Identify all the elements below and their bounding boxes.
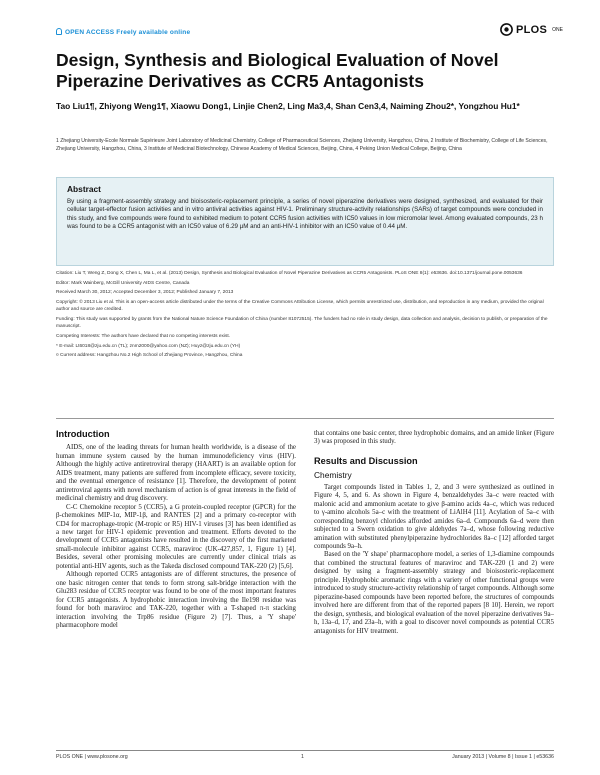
intro-paragraph: C-C Chemokine receptor 5 (CCR5), a G protein-coupled receptor (GPCR) for the β-chemokines MIP-1α, MIP-1β, and RANTES [2] and a primary co-receptor with CD4 for macrophage-tropic (M-tropic or R5) HIV-1 viruses [3] has been identified as a new target for HIV-1 epidemic prevention and treatment. Efforts devoted to the development of CCR5 antagonists have resulted in the discovery of the first marketed small-molecule inhibitor against CCR5, maraviroc (UK-427,857, 1, Figure 1) [4]. Besides, several other promising molecules are currently under clinical trials as potential anti-HIV agents, such as the Takeda disclosed compound TAK-220 (2) [5,6]. [56,503,296,570]
left-column [56,430,296,630]
page-number: 1 [301,754,304,760]
open-lock-icon [56,28,62,35]
footer-divider [56,750,554,751]
plos-logo-icon [500,23,513,36]
abstract-text: By using a fragment-assembly strategy and bioisosteric-replacement principle, a series of novel piperazine derivatives were designed, synthesized, and evaluated for their cellular target-effector fusion activities and in vitro antiviral activities against HIV-1. Preliminary structure-activity relationships (SARs) of target compounds were concluded in this study, and five compounds were found to exhibited medium to potent CCR5 fusion activities with IC50 values in low micromolar level. Among evaluated compounds, 23 h was found to be a CCR5 antagonist with an IC50 value of 6.29 µM and an anti-HIV-1 inhibitor with an IC50 value of 0.44 µM. [67,198,543,231]
body-paragraph: Based on the 'Y shape' pharmacophore model, a series of 1,3-diamine compounds that combined the structural features of maraviroc and TAK-220 (1 and 2) were designed by using a fragment-assembly strategy and bioisosteric-replacement principle. Hydrophobic aromatic rings with a variety of other functional groups were introduced to study structure-activity relationship of target compounds. Although some piperazine-based compounds have been reported before, the structures of compounds involved here are different from that of the reported papers [8 10]. Herein, we report the design, synthesis, and biological evaluation of the novel piperazine derivatives 9a–h, 13a–d, 17, and 23a–h, with a goal to discover novel compounds as potential CCR5 antagonists for HIV treatment. [314,551,554,635]
body-paragraph: that contains one basic center, three hydrophobic domains, and an amide linker (Figure 3) was proposed in this study. [314,430,554,446]
logo-text: PLOS [516,23,548,36]
current-address: ¤ Current address: Hangzhou No.2 High School of Zhejiang Province, Hangzhou, China [56,353,243,359]
citation: Citation: Liu T, Weng Z, Dong X, Chen L, Ma L, et al. (2013) Design, Synthesis and Biological Evaluation of Novel Piperazine Derivatives as CCR5 Antagonists. PLoS ONE 8(1): e53636. doi:10.1371/journal.pone.0053636 [56,271,523,276]
article-metadata [56,270,554,362]
abstract-box [56,177,554,266]
open-access-label: OPEN ACCESS Freely available online [65,29,191,36]
introduction-heading: Introduction [56,429,110,439]
intro-paragraph: Although reported CCR5 antagonists are of different structures, the presence of one basic nitrogen center that tends to form strong salt-bridge interaction with the Glu283 residue of CCR5 receptor was found to be one of the most important features for CCR5 antagonists. A hydrophobic interaction involving the Ile198 residue was found for both maraviroc and TAK-220, together with a T-shaped π-π stacking interaction involving the Trp86 residue (Figure 2) [7]. Thus, a 'Y shape' pharmacophore model [56,571,296,629]
divider [56,418,554,419]
chemistry-heading: Chemistry [314,470,352,481]
affiliations: 1 Zhejiang University-Ecole Normale Supérieure Joint Laboratory of Medicinal Chemistry, College of Pharmaceutical Sciences, Zhejiang University, Hangzhou, China, 2 Institute of Biochemistry, College of Life Sciences, Zhejiang University, Hangzhou, China, 3 Institute of Medicinal Biotechnology, Chinese Academy of Medical Sciences, Beijing, China, 4 Peking Union Medical College, Beijing, China [56,138,548,153]
dates: Received March 30, 2012; Accepted December 3, 2012; Published January 7, 2013 [56,290,234,296]
logo-sub: ONE [552,26,563,33]
plos-logo [500,23,563,36]
intro-paragraph: AIDS, one of the leading threats for human health worldwide, is a disease of the human immune system caused by the human immunodeficiency virus (HIV). Although the highly active antiretroviral therapy (HAART) is an available option for AIDS treatment, many patients are suffered from incomplete efficacy, severe toxicity, and the eventual emergence of resistance [1]. Therefore, the development of potent antiretroviral agents with novel mechanism of action is of great interests in the field of medicinal chemistry and drug discovery. [56,444,296,503]
abstract-heading: Abstract [67,184,101,194]
email: * E-mail: Lt6018@zju.edu.cn (TL); znm2000@yahoo.com (NZ); Huyz@zju.edu.cn (YH) [56,343,241,349]
footer-issue: January 2013 | Volume 8 | Issue 1 | e53636 [452,754,554,760]
funding: Funding: This study was supported by grants from the National Nature Science Foundation of China (number 81072515). The funders had no role in study design, data collection and analysis, decision to publish, or preparation of the manuscript. [56,317,548,330]
open-access-banner [56,28,190,36]
copyright: Copyright: © 2013 Liu et al. This is an open-access article distributed under the terms of the Creative Commons Attribution License, which permits unrestricted use, distribution, and reproduction in any medium, provided the original author and source are credited. [56,300,544,313]
editor: Editor: Mark Wainberg, McGill University AIDS Centre, Canada [56,280,190,286]
author-list: Tao Liu1¶, Zhiyong Weng1¶, Xiaowu Dong1, Linjie Chen2, Ling Ma3,4, Shan Cen3,4, Naiming Zhou2*, Yongzhou Hu1* [56,101,520,111]
results-heading: Results and Discussion [314,455,418,466]
paper-title: Design, Synthesis and Biological Evaluation of Novel Piperazine Derivatives as CCR5 Antagonists [56,50,499,91]
page-footer [56,754,554,760]
right-column [314,430,554,636]
competing-interests: Competing Interests: The authors have declared that no competing interests exist. [56,333,231,339]
body-paragraph: Target compounds listed in Tables 1, 2, and 3 were synthesized as outlined in Figure 4, 5, and 6. As shown in Figure 4, benzaldehydes 3a–c were reacted with malonic acid and ammonium acetate to give β-amino acids 4a–c, which was reduced to γ-amino alcohols 5a–c with the treatment of LiAlH4 [11]. Acylation of 5a–c with corresponding benzoyl chlorides afforded amides 6a–d. Compounds 6a–d were then subjected to a Swern oxidation to give aldehydes 7a–d, whose following reductive amination with substituted phenylpiperazine hydrochlorides 8a–c [12] afforded target compounds 9a–h. [314,483,554,550]
footer-journal: PLOS ONE | www.plosone.org [56,754,128,760]
